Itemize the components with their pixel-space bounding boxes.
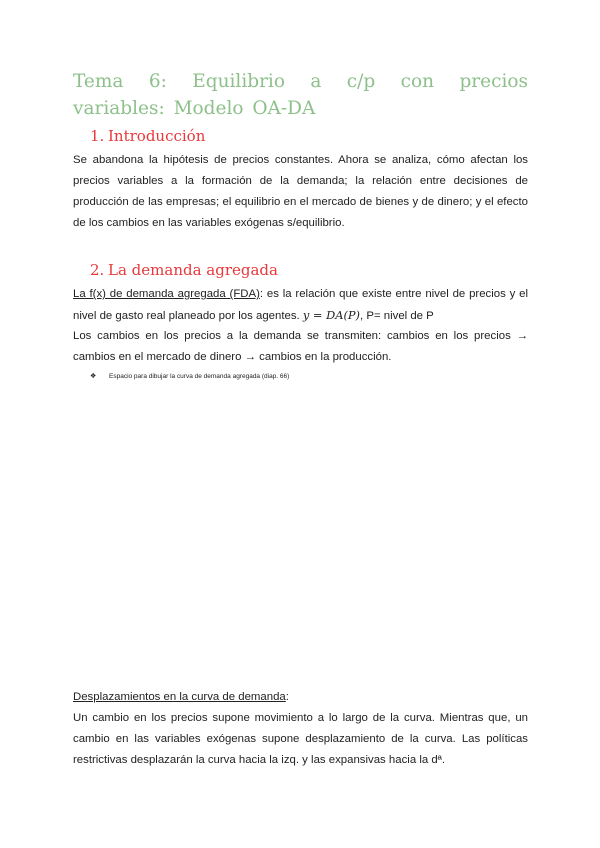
shifts-heading-colon: : bbox=[285, 691, 289, 703]
shifts-heading-text: Desplazamientos en la curva de demanda bbox=[73, 691, 286, 703]
transmission-paragraph: Los cambios en los precios a la demanda se transmiten: cambios en los precios → cambios en el mercado de dinero → cambios en la producción. bbox=[73, 330, 528, 363]
section-number: 1. bbox=[90, 127, 105, 145]
document-title: Tema 6: Equilibrio a c/p con precios variables: Modelo OA-DA bbox=[73, 71, 528, 119]
fda-formula: y = DA(P) bbox=[302, 308, 361, 322]
shifts-heading bbox=[73, 687, 528, 708]
section-heading-demanda bbox=[90, 261, 278, 279]
fda-term: La f(x) de demanda agregada (FDA) bbox=[73, 288, 260, 300]
section-number: 2. bbox=[90, 261, 105, 279]
diamond-bullet-icon: ❖ bbox=[90, 373, 97, 380]
fda-definition-tail: , P= nivel de P bbox=[360, 310, 434, 322]
fda-definition-text: : es la relación que existe entre nivel de precios y el nivel de gasto real planeado por los agentes. bbox=[73, 288, 528, 322]
drawing-space-text: Espacio para dibujar la curva de demanda agregada (diap. 66) bbox=[109, 373, 290, 380]
intro-paragraph: Se abandona la hipótesis de precios constantes. Ahora se analiza, cómo afectan los precios variables a la formación de la demanda; la relación entre decisiones de producción de las empresas; el equilibrio en el mercado de bienes y de dinero; y el efecto de los cambios en las variables exógenas s/equilibrio. bbox=[73, 154, 528, 229]
section-heading-introduccion bbox=[90, 127, 205, 145]
section-heading-text: Introducción bbox=[108, 127, 206, 145]
section-heading-text: La demanda agregada bbox=[108, 261, 278, 279]
drawing-space-note bbox=[90, 372, 289, 380]
fda-definition bbox=[73, 284, 528, 327]
shifts-paragraph: Un cambio en los precios supone movimiento a lo largo de la curva. Mientras que, un cambio en las variables exógenas supone desplazamiento de la curva. Las políticas restrictivas desplazarán la curva hacia la izq. y las expansivas hacia la dª. bbox=[73, 712, 528, 766]
